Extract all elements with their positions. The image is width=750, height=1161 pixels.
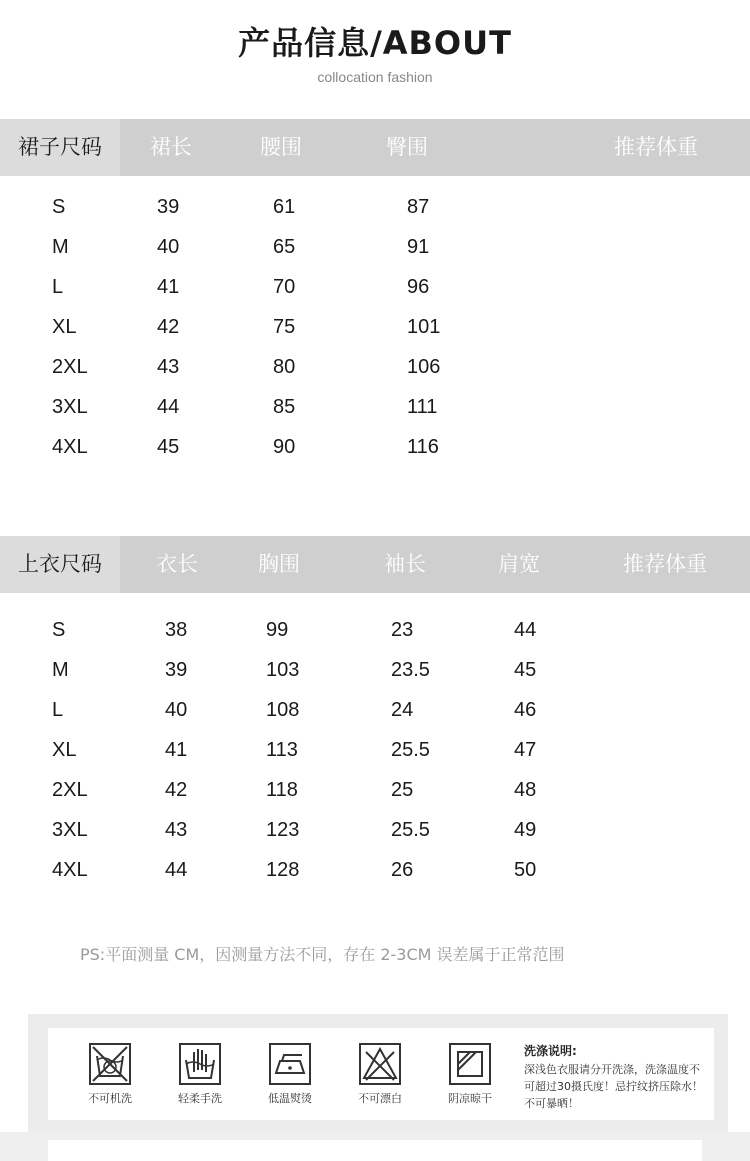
measurement-cell: 70 — [273, 276, 296, 298]
size-cell: 4XL — [52, 436, 88, 458]
measurement-cell: 41 — [165, 739, 188, 761]
top-header-weight: 推荐体重 — [623, 552, 707, 576]
measurement-cell: 128 — [266, 859, 300, 881]
measurement-cell: 80 — [273, 356, 296, 378]
hand-wash-icon — [178, 1042, 222, 1086]
care-label: 低温熨烫 — [268, 1092, 312, 1105]
care-icons-panel — [48, 1028, 526, 1120]
skirt-header-waist: 腰围 — [260, 135, 302, 159]
shade-dry-icon — [448, 1042, 492, 1086]
top-header-sleeve: 袖长 — [384, 552, 426, 576]
no-machine-wash-icon — [88, 1042, 132, 1086]
measurement-cell: 25 — [391, 779, 414, 801]
top-header-length: 衣长 — [156, 552, 198, 576]
size-cell: XL — [52, 316, 77, 338]
care-item-low-iron — [250, 1042, 330, 1106]
care-instructions — [510, 1028, 714, 1120]
size-cell: L — [52, 276, 64, 298]
measurement-cell: 43 — [165, 819, 188, 841]
measurement-cell: 116 — [407, 436, 439, 458]
top-header-chest: 胸围 — [258, 552, 300, 576]
care-label: 轻柔手洗 — [178, 1092, 222, 1105]
measurement-cell: 108 — [266, 699, 300, 721]
measurement-cell: 45 — [514, 659, 537, 681]
bottom-strip — [0, 1132, 750, 1161]
skirt-header-size: 裙子尺码 — [0, 119, 120, 176]
measurement-cell: 23.5 — [391, 659, 430, 681]
size-cell: M — [52, 236, 69, 258]
measurement-cell: 123 — [266, 819, 300, 841]
measurement-cell: 45 — [157, 436, 180, 458]
page-title: 产品信息/ABOUT — [238, 24, 512, 62]
skirt-header-hip: 臀围 — [386, 135, 428, 159]
measurement-cell: 118 — [266, 779, 298, 801]
skirt-header-weight: 推荐体重 — [614, 135, 698, 159]
measurement-cell: 65 — [273, 236, 296, 258]
top-header-size: 上衣尺码 — [0, 536, 120, 593]
measurement-cell: 91 — [407, 236, 430, 258]
measurement-cell: 85 — [273, 396, 296, 418]
measurement-cell: 90 — [273, 436, 296, 458]
measurement-cell: 61 — [273, 196, 296, 218]
care-label: 不可漂白 — [358, 1092, 402, 1105]
size-cell: 4XL — [52, 859, 88, 881]
low-iron-icon — [268, 1042, 312, 1086]
size-cell: L — [52, 699, 64, 721]
measurement-cell: 50 — [514, 859, 537, 881]
measurement-cell: 40 — [165, 699, 188, 721]
measurement-cell: 99 — [266, 619, 289, 641]
measurement-cell: 111 — [407, 396, 438, 418]
size-cell: S — [52, 196, 66, 218]
measurement-cell: 103 — [266, 659, 300, 681]
care-item-no-machine-wash — [70, 1042, 150, 1106]
care-section — [28, 1014, 728, 1132]
size-cell: 2XL — [52, 356, 88, 378]
care-instructions-title: 洗涤说明: — [524, 1044, 577, 1058]
measurement-cell: 87 — [407, 196, 430, 218]
top-header-shoulder: 肩宽 — [498, 552, 540, 576]
size-cell: 2XL — [52, 779, 88, 801]
care-item-shade-dry — [430, 1042, 510, 1106]
care-label: 不可机洗 — [88, 1092, 132, 1105]
size-cell: 3XL — [52, 819, 88, 841]
measurement-cell: 49 — [514, 819, 537, 841]
measurement-cell: 40 — [157, 236, 180, 258]
measurement-cell: 106 — [407, 356, 441, 378]
measurement-cell: 42 — [165, 779, 188, 801]
measurement-cell: 48 — [514, 779, 537, 801]
measurement-cell: 101 — [407, 316, 441, 338]
measurement-cell: 25.5 — [391, 819, 430, 841]
measurement-cell: 25.5 — [391, 739, 430, 761]
measurement-cell: 26 — [391, 859, 414, 881]
measurement-cell: 42 — [157, 316, 180, 338]
care-item-hand-wash — [160, 1042, 240, 1106]
size-cell: 3XL — [52, 396, 88, 418]
measurement-cell: 39 — [165, 659, 188, 681]
size-cell: S — [52, 619, 66, 641]
measurement-cell: 24 — [391, 699, 414, 721]
measurement-note: PS:平面测量 CM，因测量方法不同，存在 2-3CM 误差属于正常范围 — [80, 945, 565, 964]
size-cell: M — [52, 659, 69, 681]
measurement-cell: 44 — [165, 859, 188, 881]
measurement-cell: 39 — [157, 196, 180, 218]
measurement-cell: 96 — [407, 276, 430, 298]
page-subtitle: collocation fashion — [317, 69, 433, 85]
no-bleach-icon — [358, 1042, 402, 1086]
bottom-strip-inner — [48, 1140, 702, 1161]
measurement-cell: 41 — [157, 276, 180, 298]
measurement-cell: 46 — [514, 699, 537, 721]
care-instructions-body: 深浅色衣服请分开洗涤，洗涤温度不可超过30摄氏度！忌拧纹挤压除水！不可暴晒！ — [524, 1063, 703, 1110]
skirt-table-header — [0, 119, 750, 176]
size-cell: XL — [52, 739, 77, 761]
measurement-cell: 23 — [391, 619, 414, 641]
measurement-cell: 47 — [514, 739, 537, 761]
care-item-no-bleach — [340, 1042, 420, 1106]
measurement-cell: 43 — [157, 356, 180, 378]
measurement-cell: 38 — [165, 619, 188, 641]
top-table-header — [0, 536, 750, 593]
measurement-cell: 113 — [266, 739, 298, 761]
measurement-cell: 75 — [273, 316, 296, 338]
measurement-cell: 44 — [157, 396, 180, 418]
care-label: 阴凉晾干 — [448, 1092, 492, 1105]
skirt-header-length: 裙长 — [150, 135, 192, 159]
measurement-cell: 44 — [514, 619, 537, 641]
